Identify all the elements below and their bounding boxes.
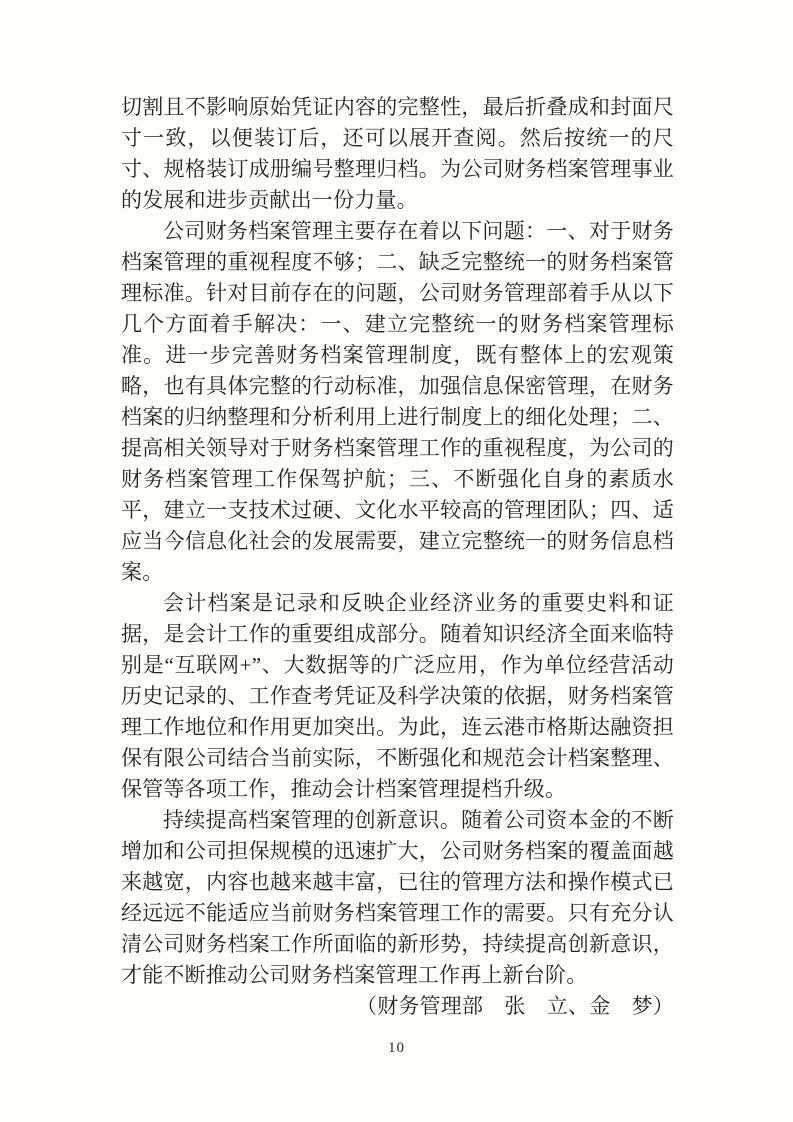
- body-paragraph: 切割且不影响原始凭证内容的完整性，最后折叠成和封面尺寸一致，以便装订后，还可以展开查阅。然后按统一的尺寸、规格装订成册编号整理归档。为公司财务档案管理事业的发展和进步贡献出一份力量。: [121, 95, 674, 212]
- body-paragraph: 会计档案是记录和反映企业经济业务的重要史料和证据，是会计工作的重要组成部分。随着知识经济全面来临特别是“互联网+”、大数据等的广泛应用，作为单位经营活动历史记录的、工作查考凭证及科学决策的依据，财务档案管理工作地位和作用更加突出。为此，连云港市格斯达融资担保有限公司结合当前实际，不断强化和规范会计档案整理、保管等各项工作，推动会计档案管理提档升级。: [121, 591, 674, 801]
- body-paragraph: 持续提高档案管理的创新意识。随着公司资本金的不断增加和公司担保规模的迅速扩大，公司财务档案的覆盖面越来越宽，内容也越来越丰富，已往的管理方法和操作模式已经远远不能适应当前财务档案管理工作的需要。只有充分认清公司财务档案工作所面临的新形势，持续提高创新意识，才能不断推动公司财务档案管理工作再上新台阶。: [121, 808, 674, 987]
- body-paragraph: 公司财务档案管理主要存在着以下问题：一、对于财务档案管理的重视程度不够；二、缺乏完整统一的财务档案管理标准。针对目前存在的问题，公司财务管理部着手从以下几个方面着手解决：一、建立完整统一的财务档案管理标准。进一步完善财务档案管理制度，既有整体上的宏观策略，也有具体完整的行动标准，加强信息保密管理，在财务档案的归纳整理和分析利用上进行制度上的细化处理；二、提高相关领导对于财务档案管理工作的重视程度，为公司的财务档案管理工作保驾护航；三、不断强化自身的素质水平，建立一支技术过硬、文化水平较高的管理团队；四、适应当今信息化社会的发展需要，建立完整统一的财务信息档案。: [121, 219, 674, 584]
- text-block: [121, 92, 674, 1022]
- author-attribution: （财务管理部 张 立、金 梦）: [356, 994, 674, 1018]
- page-number: 10: [388, 1040, 405, 1056]
